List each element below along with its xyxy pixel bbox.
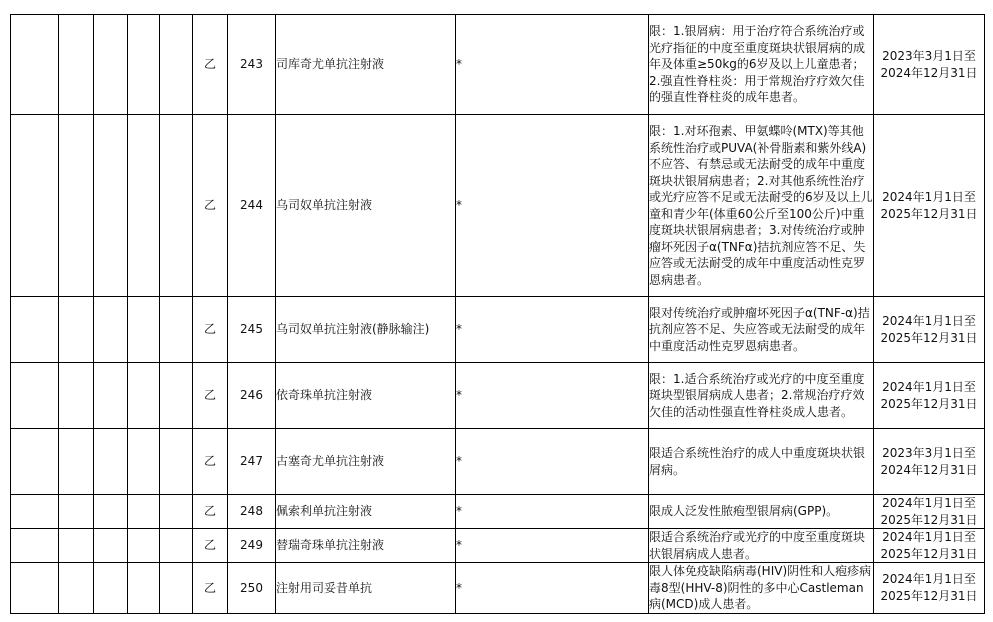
- table-row: [11, 563, 985, 614]
- end-date: 2025年12月31日: [880, 396, 978, 411]
- drug-name-cell: 乌司奴单抗注射液: [276, 115, 456, 297]
- end-date: 2024年12月31日: [880, 65, 978, 80]
- drug-name-cell: 替瑞奇珠单抗注射液: [276, 529, 456, 563]
- number-cell: 250: [228, 563, 276, 614]
- empty-cell: [59, 495, 94, 529]
- empty-cell: [128, 297, 160, 363]
- end-date: 2025年12月31日: [880, 206, 978, 221]
- empty-cell: [94, 563, 128, 614]
- drug-name-cell: 依奇珠单抗注射液: [276, 363, 456, 429]
- drug-catalog-table: [10, 14, 985, 614]
- mark-cell: *: [456, 529, 649, 563]
- limit-description-cell: 限：1.适合系统治疗或光疗的中度至重度斑块型银屑病成人患者；2.常规治疗疗效欠佳的活动性强直性脊柱炎成人患者。: [649, 363, 874, 429]
- validity-period-cell: [874, 429, 985, 495]
- empty-cell: [59, 429, 94, 495]
- empty-cell: [160, 115, 193, 297]
- empty-cell: [11, 15, 59, 115]
- empty-cell: [11, 529, 59, 563]
- table-row: [11, 429, 985, 495]
- empty-cell: [160, 563, 193, 614]
- start-date: 2024年1月1日至: [882, 380, 976, 394]
- empty-cell: [94, 115, 128, 297]
- table-row: [11, 15, 985, 115]
- mark-cell: *: [456, 115, 649, 297]
- empty-cell: [11, 495, 59, 529]
- limit-description-cell: 限：1.银屑病：用于治疗符合系统治疗或光疗指征的中度至重度斑块状银屑病的成年及体重≥50kg的6岁及以上儿童患者；2.强直性脊柱炎：用于常规治疗疗效欠佳的强直性脊柱炎的成年患者。: [649, 15, 874, 115]
- start-date: 2024年1月1日至: [882, 496, 976, 510]
- start-date: 2023年3月1日至: [882, 446, 976, 460]
- empty-cell: [94, 15, 128, 115]
- limit-description-cell: 限适合系统治疗或光疗的中度至重度斑块状银屑病成人患者。: [649, 529, 874, 563]
- mark-cell: *: [456, 297, 649, 363]
- start-date: 2024年1月1日至: [882, 314, 976, 328]
- empty-cell: [94, 495, 128, 529]
- number-cell: 245: [228, 297, 276, 363]
- empty-cell: [128, 15, 160, 115]
- category-cell: 乙: [193, 495, 228, 529]
- mark-cell: *: [456, 495, 649, 529]
- empty-cell: [94, 297, 128, 363]
- mark-cell: *: [456, 363, 649, 429]
- empty-cell: [160, 529, 193, 563]
- drug-name-cell: 乌司奴单抗注射液(静脉输注): [276, 297, 456, 363]
- end-date: 2025年12月31日: [880, 588, 978, 603]
- drug-name-cell: 司库奇尤单抗注射液: [276, 15, 456, 115]
- empty-cell: [160, 297, 193, 363]
- start-date: 2024年1月1日至: [882, 530, 976, 544]
- empty-cell: [128, 563, 160, 614]
- drug-name-cell: 注射用司妥昔单抗: [276, 563, 456, 614]
- empty-cell: [11, 297, 59, 363]
- empty-cell: [11, 115, 59, 297]
- table-row: [11, 363, 985, 429]
- validity-period-cell: [874, 495, 985, 529]
- validity-period-cell: [874, 15, 985, 115]
- number-cell: 247: [228, 429, 276, 495]
- empty-cell: [160, 429, 193, 495]
- table-row: [11, 495, 985, 529]
- category-cell: 乙: [193, 297, 228, 363]
- category-cell: 乙: [193, 529, 228, 563]
- start-date: 2024年1月1日至: [882, 190, 976, 204]
- empty-cell: [160, 495, 193, 529]
- table-row: [11, 529, 985, 563]
- empty-cell: [128, 363, 160, 429]
- category-cell: 乙: [193, 429, 228, 495]
- empty-cell: [94, 529, 128, 563]
- validity-period-cell: [874, 297, 985, 363]
- category-cell: 乙: [193, 563, 228, 614]
- limit-description-cell: 限：1.对环孢素、甲氨蝶呤(MTX)等其他系统性治疗或PUVA(补骨脂素和紫外线A)不应答、有禁忌或无法耐受的成年中重度斑块状银屑病患者；2.对其他系统性治疗或光疗应答不足或无法耐受的6岁及以上儿童和青少年(体重60公斤至100公斤)中重度斑块状银屑病患者；3.对传统治疗或肿瘤坏死因子α(TNFα)拮抗剂应答不足、失应答或无法耐受的成年中重度活动性克罗恩病患者。: [649, 115, 874, 297]
- validity-period-cell: [874, 563, 985, 614]
- drug-name-cell: 古塞奇尤单抗注射液: [276, 429, 456, 495]
- category-cell: 乙: [193, 363, 228, 429]
- empty-cell: [11, 363, 59, 429]
- empty-cell: [59, 563, 94, 614]
- empty-cell: [128, 429, 160, 495]
- start-date: 2023年3月1日至: [882, 49, 976, 63]
- empty-cell: [94, 363, 128, 429]
- empty-cell: [128, 529, 160, 563]
- limit-description-cell: 限对传统治疗或肿瘤坏死因子α(TNF-α)拮抗剂应答不足、失应答或无法耐受的成年中重度活动性克罗恩病患者。: [649, 297, 874, 363]
- empty-cell: [59, 529, 94, 563]
- empty-cell: [160, 15, 193, 115]
- empty-cell: [59, 297, 94, 363]
- empty-cell: [94, 429, 128, 495]
- number-cell: 244: [228, 115, 276, 297]
- number-cell: 243: [228, 15, 276, 115]
- start-date: 2024年1月1日至: [882, 572, 976, 587]
- number-cell: 246: [228, 363, 276, 429]
- validity-period-cell: [874, 363, 985, 429]
- empty-cell: [128, 495, 160, 529]
- mark-cell: *: [456, 15, 649, 115]
- empty-cell: [59, 15, 94, 115]
- table-row: [11, 297, 985, 363]
- number-cell: 248: [228, 495, 276, 529]
- end-date: 2025年12月31日: [880, 546, 978, 561]
- end-date: 2025年12月31日: [880, 330, 978, 345]
- number-cell: 249: [228, 529, 276, 563]
- validity-period-cell: [874, 529, 985, 563]
- empty-cell: [11, 429, 59, 495]
- mark-cell: *: [456, 563, 649, 614]
- end-date: 2025年12月31日: [880, 512, 978, 527]
- empty-cell: [59, 363, 94, 429]
- limit-description-cell: 限适合系统性治疗的成人中重度斑块状银屑病。: [649, 429, 874, 495]
- empty-cell: [11, 563, 59, 614]
- empty-cell: [59, 115, 94, 297]
- drug-name-cell: 佩索利单抗注射液: [276, 495, 456, 529]
- validity-period-cell: [874, 115, 985, 297]
- empty-cell: [128, 115, 160, 297]
- limit-description-cell: 限成人泛发性脓疱型银屑病(GPP)。: [649, 495, 874, 529]
- end-date: 2024年12月31日: [880, 462, 978, 477]
- limit-description-cell: 限人体免疫缺陷病毒(HIV)阴性和人疱疹病毒8型(HHV-8)阴性的多中心Castleman病(MCD)成人患者。: [649, 563, 874, 614]
- category-cell: 乙: [193, 115, 228, 297]
- category-cell: 乙: [193, 15, 228, 115]
- table-row: [11, 115, 985, 297]
- empty-cell: [160, 363, 193, 429]
- mark-cell: *: [456, 429, 649, 495]
